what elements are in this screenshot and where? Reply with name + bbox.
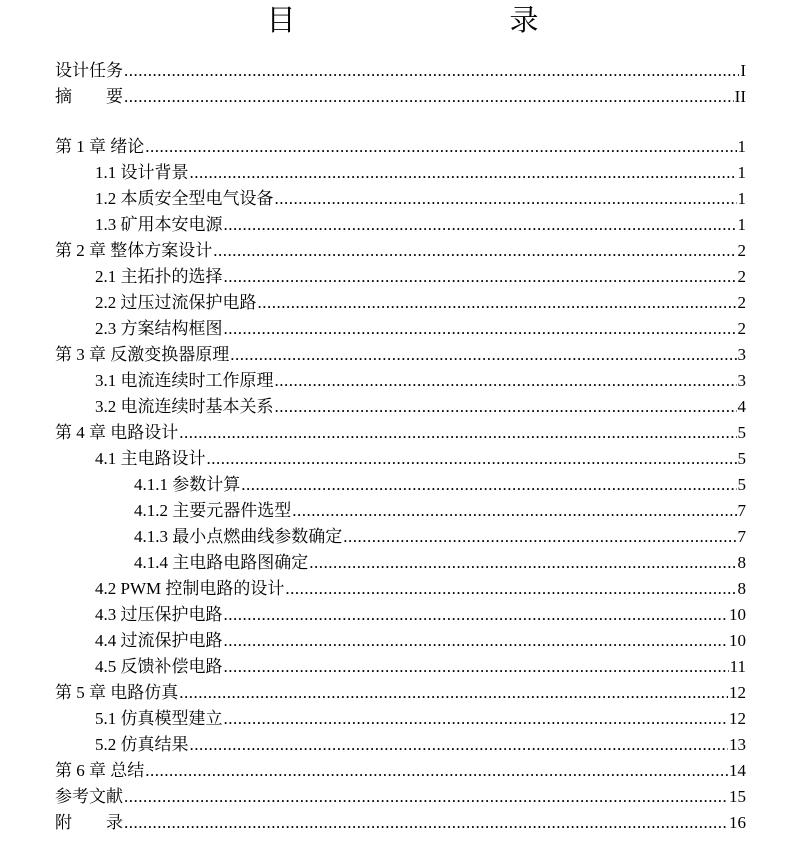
- toc-dot-leader: [224, 602, 729, 628]
- toc-entry-label: 4.4 过流保护电路: [95, 631, 223, 650]
- toc-dot-leader: [343, 524, 736, 550]
- toc-entry[interactable]: [55, 84, 746, 110]
- toc-entry-page: 16: [729, 813, 746, 832]
- toc-entry-page: 12: [729, 683, 746, 702]
- toc-entry[interactable]: [95, 628, 746, 654]
- toc-entry-label: 2.2 过压过流保护电路: [95, 293, 257, 312]
- toc-entry[interactable]: [55, 810, 746, 836]
- toc-entry-label: 第 6 章 总结: [55, 761, 145, 780]
- toc-entry-page: 7: [737, 501, 746, 520]
- toc-entry-label: 4.1.4 主电路电路图确定: [134, 553, 309, 572]
- toc-dot-leader: [124, 58, 739, 84]
- toc-entry-label: 3.2 电流连续时基本关系: [95, 397, 274, 416]
- toc-entry[interactable]: [134, 498, 746, 524]
- toc-dot-leader: [224, 654, 729, 680]
- toc-entry-label: 4.1 主电路设计: [95, 449, 206, 468]
- toc-entry-label: 4.1.2 主要元器件选型: [134, 501, 292, 520]
- toc-dot-leader: [207, 446, 737, 472]
- toc-entry-label: 2.1 主拓扑的选择: [95, 267, 223, 286]
- toc-entry-page: 7: [737, 527, 746, 546]
- toc-entry-label: 1.2 本质安全型电气设备: [95, 189, 274, 208]
- toc-entry[interactable]: [95, 316, 746, 342]
- toc-dot-leader: [224, 706, 729, 732]
- toc-entry-label: 1.1 设计背景: [95, 163, 189, 182]
- toc-dot-leader: [145, 134, 736, 160]
- toc-entry[interactable]: [95, 186, 746, 212]
- toc-entry-label: 第 4 章 电路设计: [55, 423, 179, 442]
- toc-entry-page: 5: [737, 423, 746, 442]
- toc-entry-label: 4.2 PWM 控制电路的设计: [95, 579, 285, 598]
- toc-entry-label: 第 1 章 绪论: [55, 137, 145, 156]
- toc-entry[interactable]: [95, 576, 746, 602]
- toc-dot-leader: [224, 264, 737, 290]
- toc-entry-page: 2: [737, 293, 746, 312]
- toc-entry-page: 4: [737, 397, 746, 416]
- toc-entry[interactable]: [95, 160, 746, 186]
- toc-entry[interactable]: [55, 342, 746, 368]
- toc-dot-leader: [224, 212, 737, 238]
- toc-dot-leader: [224, 628, 729, 654]
- toc-entry-page: 10: [729, 605, 746, 624]
- toc-entry-label: 1.3 矿用本安电源: [95, 215, 223, 234]
- toc-entry[interactable]: [95, 264, 746, 290]
- toc-entry-page: 1: [737, 163, 746, 182]
- toc-dot-leader: [275, 394, 737, 420]
- toc-entry-label: 4.1.1 参数计算: [134, 475, 241, 494]
- toc-entry-label: 5.2 仿真结果: [95, 735, 189, 754]
- toc-entry-label: 5.1 仿真模型建立: [95, 709, 223, 728]
- toc-entry-label: 4.3 过压保护电路: [95, 605, 223, 624]
- toc-entry[interactable]: [55, 238, 746, 264]
- toc-entry[interactable]: [55, 680, 746, 706]
- toc-entry-page: 14: [729, 761, 746, 780]
- toc-dot-leader: [124, 784, 728, 810]
- toc-entry-page: I: [740, 61, 746, 80]
- toc-entry-label: 4.1.3 最小点燃曲线参数确定: [134, 527, 343, 546]
- toc-entry[interactable]: [95, 602, 746, 628]
- toc-entry-page: 5: [737, 449, 746, 468]
- toc-entry-page: 13: [729, 735, 746, 754]
- toc-dot-leader: [275, 186, 737, 212]
- toc-entry[interactable]: [134, 472, 746, 498]
- toc-entry-page: 3: [737, 371, 746, 390]
- page-title: 目 录: [266, 3, 591, 37]
- toc-entry[interactable]: [95, 394, 746, 420]
- toc-entry-page: 1: [737, 189, 746, 208]
- toc-entry-label: 附 录: [55, 813, 123, 832]
- toc-dot-leader: [190, 160, 737, 186]
- toc-entry-label: 2.3 方案结构框图: [95, 319, 223, 338]
- toc-dot-leader: [145, 758, 728, 784]
- toc-entry-page: II: [734, 87, 746, 106]
- toc-dot-leader: [230, 342, 736, 368]
- toc-entry-label: 设计任务: [55, 61, 123, 80]
- toc-dot-leader: [309, 550, 736, 576]
- toc-dot-leader: [124, 810, 728, 836]
- toc-entry-label: 4.5 反馈补偿电路: [95, 657, 223, 676]
- toc-entry-page: 2: [737, 241, 746, 260]
- toc-dot-leader: [124, 84, 734, 110]
- toc-entry-page: 3: [737, 345, 746, 364]
- toc-entry[interactable]: [134, 550, 746, 576]
- toc-entry-label: 参考文献: [55, 787, 123, 806]
- toc-entry[interactable]: [134, 524, 746, 550]
- toc-entry-page: 5: [737, 475, 746, 494]
- toc-entry[interactable]: [55, 784, 746, 810]
- toc-entry-page: 15: [729, 787, 746, 806]
- toc-entry[interactable]: [95, 446, 746, 472]
- toc-entry-label: 第 2 章 整体方案设计: [55, 241, 213, 260]
- toc-entry[interactable]: [55, 58, 746, 84]
- toc-entry[interactable]: [95, 212, 746, 238]
- toc-entry[interactable]: [55, 420, 746, 446]
- toc-entry[interactable]: [95, 732, 746, 758]
- toc-dot-leader: [241, 472, 736, 498]
- toc-entry-page: 2: [737, 319, 746, 338]
- toc-entry[interactable]: [95, 290, 746, 316]
- toc-dot-leader: [275, 368, 737, 394]
- toc-entry[interactable]: [95, 654, 746, 680]
- toc-entry-page: 12: [729, 709, 746, 728]
- toc-entry-page: 10: [729, 631, 746, 650]
- toc-entry[interactable]: [95, 368, 746, 394]
- toc-entry[interactable]: [55, 134, 746, 160]
- toc-entry-page: 1: [737, 215, 746, 234]
- toc-entry-page: 11: [729, 657, 746, 676]
- toc-dot-leader: [258, 290, 737, 316]
- toc-entry-page: 8: [737, 553, 746, 572]
- toc-entry-label: 3.1 电流连续时工作原理: [95, 371, 274, 390]
- toc-entry-page: 2: [737, 267, 746, 286]
- toc-dot-leader: [213, 238, 736, 264]
- toc-entry[interactable]: [95, 706, 746, 732]
- toc-dot-leader: [285, 576, 736, 602]
- toc-entry-label: 第 5 章 电路仿真: [55, 683, 179, 702]
- toc-dot-leader: [224, 316, 737, 342]
- toc-entry-page: 8: [737, 579, 746, 598]
- toc-entry-label: 摘 要: [55, 87, 123, 106]
- toc-dot-leader: [179, 680, 728, 706]
- toc-entry[interactable]: [55, 758, 746, 784]
- toc-entry-label: 第 3 章 反激变换器原理: [55, 345, 230, 364]
- toc-entry-page: 1: [737, 137, 746, 156]
- toc-dot-leader: [179, 420, 736, 446]
- toc-dot-leader: [292, 498, 736, 524]
- toc-dot-leader: [190, 732, 729, 758]
